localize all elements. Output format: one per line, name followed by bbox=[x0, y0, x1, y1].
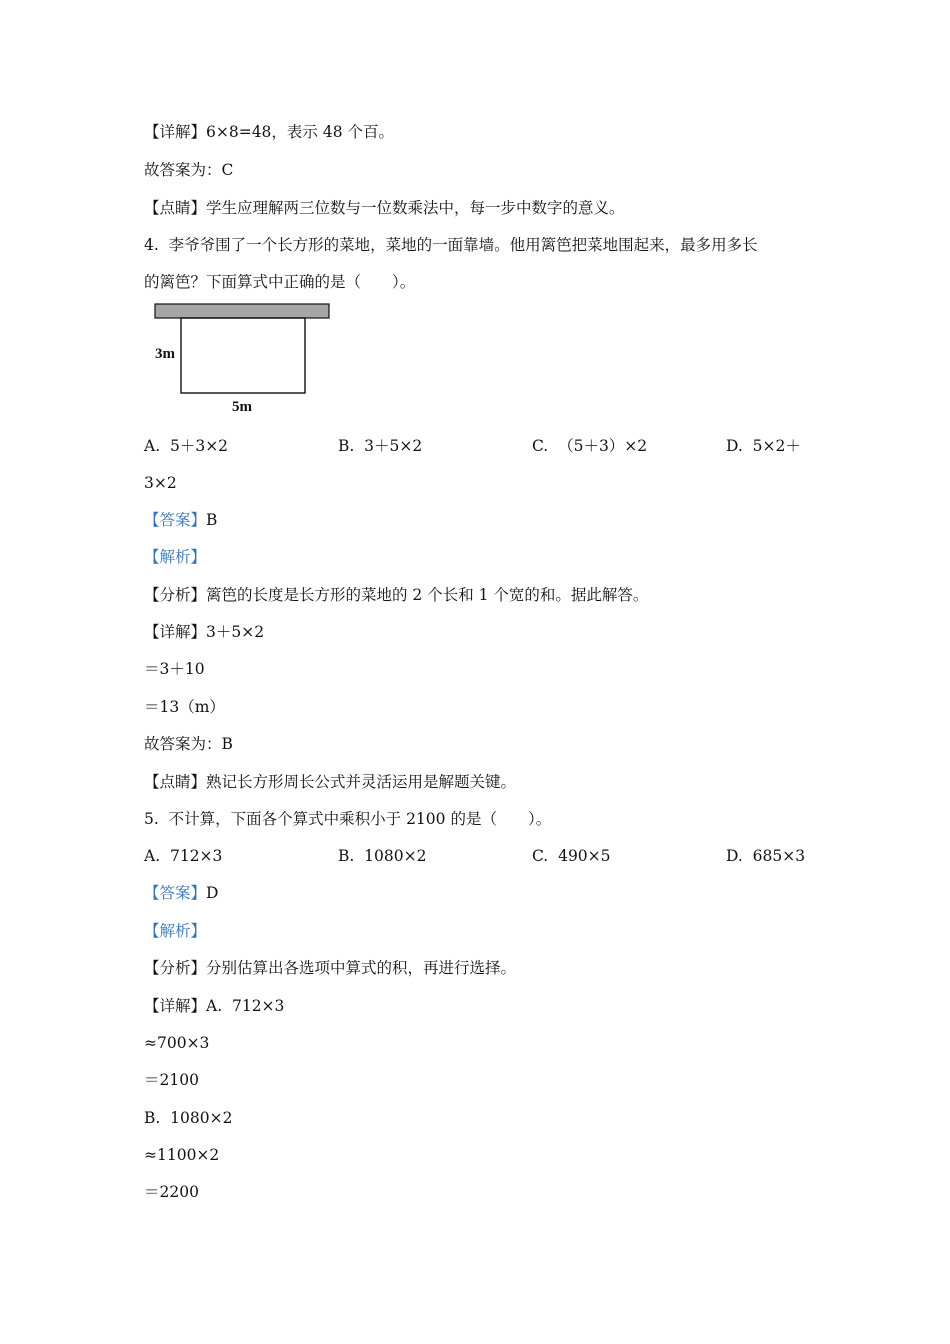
q4-option-c: C. （5＋3）×2 bbox=[532, 437, 648, 455]
q4-analysis-label: 【解析】 bbox=[144, 548, 207, 566]
answer-value: D bbox=[206, 884, 219, 902]
q4-detail-line3: ＝13（m） bbox=[144, 698, 225, 716]
q4-option-b: B. 3＋5×2 bbox=[338, 437, 423, 455]
q4-answer-line: 故答案为：B bbox=[144, 735, 233, 753]
garden-diagram bbox=[150, 300, 340, 422]
q4-stem-line2: 的篱笆？下面算式中正确的是（ ）。 bbox=[144, 273, 416, 291]
answer-value: B bbox=[206, 511, 218, 529]
answer-label: 【答案】 bbox=[144, 511, 207, 529]
q4-stem-line1: 4. 李爷爷围了一个长方形的菜地，菜地的一面靠墙。他用篱笆把菜地围起来，最多用多长 bbox=[144, 236, 758, 254]
q4-analysis: 【分析】篱笆的长度是长方形的菜地的 2 个长和 1 个宽的和。据此解答。 bbox=[144, 586, 649, 604]
q5-option-a: A. 712×3 bbox=[144, 847, 223, 865]
q5-detail-line3: ＝2100 bbox=[144, 1071, 199, 1089]
answer-label: 【答案】 bbox=[144, 884, 207, 902]
q4-tip: 【点睛】熟记长方形周长公式并灵活运用是解题关键。 bbox=[144, 773, 517, 791]
q5-option-b: B. 1080×2 bbox=[338, 847, 427, 865]
q5-detail-line4: B. 1080×2 bbox=[144, 1109, 233, 1127]
q5-analysis-label: 【解析】 bbox=[144, 922, 207, 940]
q5-stem: 5. 不计算，下面各个算式中乘积小于 2100 的是（ ）。 bbox=[144, 810, 552, 828]
garden-rectangle bbox=[181, 318, 305, 393]
height-label: 3m bbox=[155, 346, 175, 362]
q5-option-c: C. 490×5 bbox=[532, 847, 611, 865]
q5-detail-line6: ＝2200 bbox=[144, 1183, 199, 1201]
width-label: 5m bbox=[232, 399, 252, 415]
q3-detail: 【详解】6×8=48，表示 48 个百。 bbox=[144, 123, 394, 141]
q4-detail-line2: ＝3＋10 bbox=[144, 660, 205, 678]
q4-detail-line1: 【详解】3＋5×2 bbox=[144, 623, 265, 641]
wall-bar bbox=[155, 304, 329, 318]
q4-option-d: D. 5×2＋ bbox=[726, 437, 801, 455]
q5-detail-line2: ≈700×3 bbox=[144, 1034, 210, 1052]
q4-answer bbox=[144, 510, 217, 530]
q5-answer bbox=[144, 883, 218, 903]
q3-answer-line: 故答案为：C bbox=[144, 161, 234, 179]
q4-option-d-continued: 3×2 bbox=[144, 474, 177, 492]
q5-detail-line1: 【详解】A. 712×3 bbox=[144, 997, 285, 1015]
q3-tip: 【点睛】学生应理解两三位数与一位数乘法中，每一步中数字的意义。 bbox=[144, 199, 625, 217]
q5-option-d: D. 685×3 bbox=[726, 847, 806, 865]
q4-option-a: A. 5＋3×2 bbox=[144, 437, 229, 455]
q5-detail-line5: ≈1100×2 bbox=[144, 1146, 220, 1164]
q5-analysis: 【分析】分别估算出各选项中算式的积，再进行选择。 bbox=[144, 959, 517, 977]
